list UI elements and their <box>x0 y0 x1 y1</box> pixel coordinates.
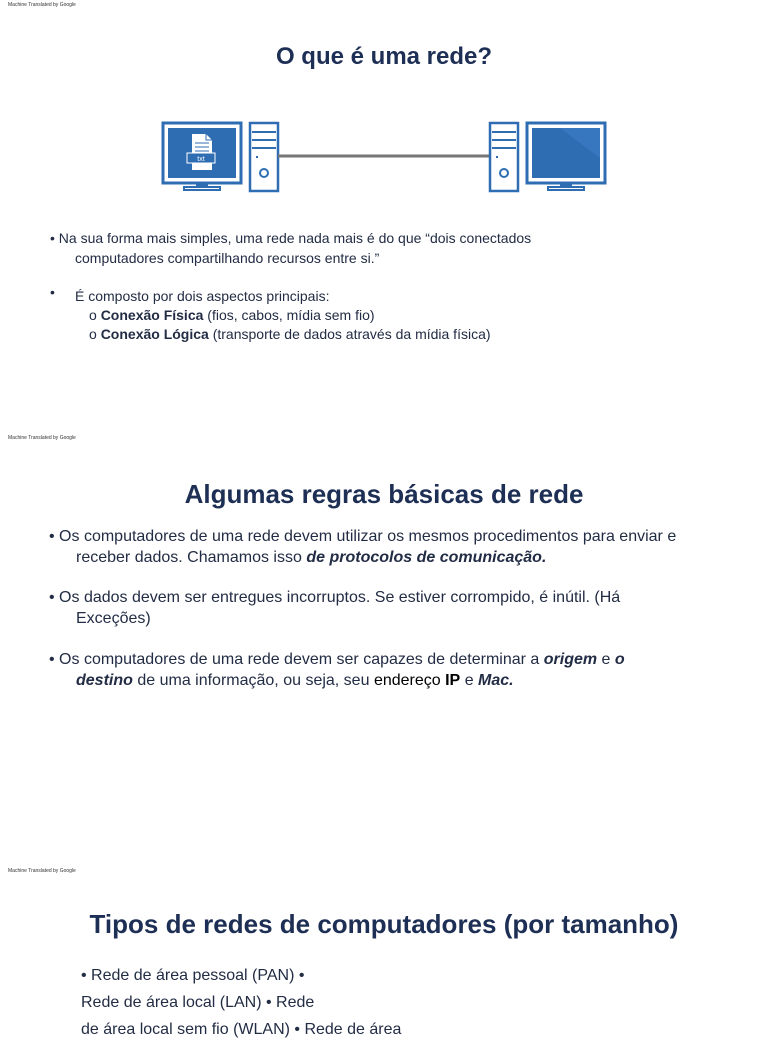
logical-connection-term: Conexão Lógica <box>100 326 209 342</box>
list-item: Rede de área local (LAN) • Rede <box>81 994 315 1011</box>
bullet-line: Exceções) <box>76 610 151 627</box>
mac-term: Mac. <box>478 672 514 689</box>
sub-marker: o <box>89 307 97 323</box>
bullet-dot: • <box>50 284 55 300</box>
watermark: Machine Translated by Google <box>8 435 76 441</box>
destination-term: destino <box>76 672 133 689</box>
conjunction: e <box>601 651 611 668</box>
list-item: • Rede de área pessoal (PAN) • <box>81 967 305 984</box>
sub-bullet-logical <box>89 324 491 344</box>
network-types-list <box>81 962 401 1043</box>
bullet-data-integrity <box>49 587 620 629</box>
sub-marker: o <box>89 326 97 342</box>
bullet-definition <box>50 228 531 268</box>
slide-title: Tipos de redes de computadores (por tamanho) <box>89 909 679 939</box>
slide-title: Algumas regras básicas de rede <box>184 479 584 509</box>
physical-connection-term: Conexão Física <box>100 307 204 323</box>
bullet-aspects <box>50 286 329 306</box>
bullet-line: • Na sua forma mais simples, uma rede nada mais é do que “dois conectados <box>50 230 532 246</box>
bullet-line: • Os computadores de uma rede devem ser capazes de determinar a <box>49 651 540 668</box>
bullet-line: receber dados. Chamamos isso <box>76 549 302 566</box>
network-diagram <box>160 118 610 198</box>
bullet-line: computadores compartilhando recursos entre si.” <box>75 250 380 266</box>
bullet-line: de uma informação, ou seja, seu <box>137 672 370 689</box>
bullet-protocols <box>49 526 676 568</box>
slide-title: O que é uma rede? <box>275 43 493 70</box>
sub-detail: (fios, cabos, mídia sem fio) <box>207 307 375 323</box>
sub-detail: (transporte de dados através da mídia física) <box>212 326 491 342</box>
watermark: Machine Translated by Google <box>8 2 76 8</box>
monitor-icon <box>527 123 605 190</box>
origin-term: origem <box>543 651 598 668</box>
list-item: de área local sem fio (WLAN) • Rede de área <box>81 1021 402 1038</box>
slide-3 <box>0 866 768 1038</box>
computer-tower-icon <box>490 123 518 191</box>
address-word: endereço <box>373 672 441 689</box>
watermark: Machine Translated by Google <box>8 868 76 874</box>
file-label: txt <box>197 156 205 163</box>
bullet-line: • Os computadores de uma rede devem utilizar os mesmos procedimentos para enviar e <box>49 528 677 545</box>
slide-2 <box>0 433 768 866</box>
computer-tower-icon <box>250 123 278 191</box>
bullet-addressing <box>49 649 625 691</box>
sub-bullet-physical <box>89 305 375 325</box>
slide-1 <box>0 0 768 433</box>
article: o <box>614 651 625 668</box>
protocols-term: de protocolos de comunicação. <box>306 549 547 566</box>
bullet-line: • Os dados devem ser entregues incorruptos. Se estiver corrompido, é inútil. (Há <box>49 589 621 606</box>
ip-term: IP <box>445 672 461 689</box>
conjunction: e <box>464 672 474 689</box>
bullet-line: É composto por dois aspectos principais: <box>75 288 330 304</box>
